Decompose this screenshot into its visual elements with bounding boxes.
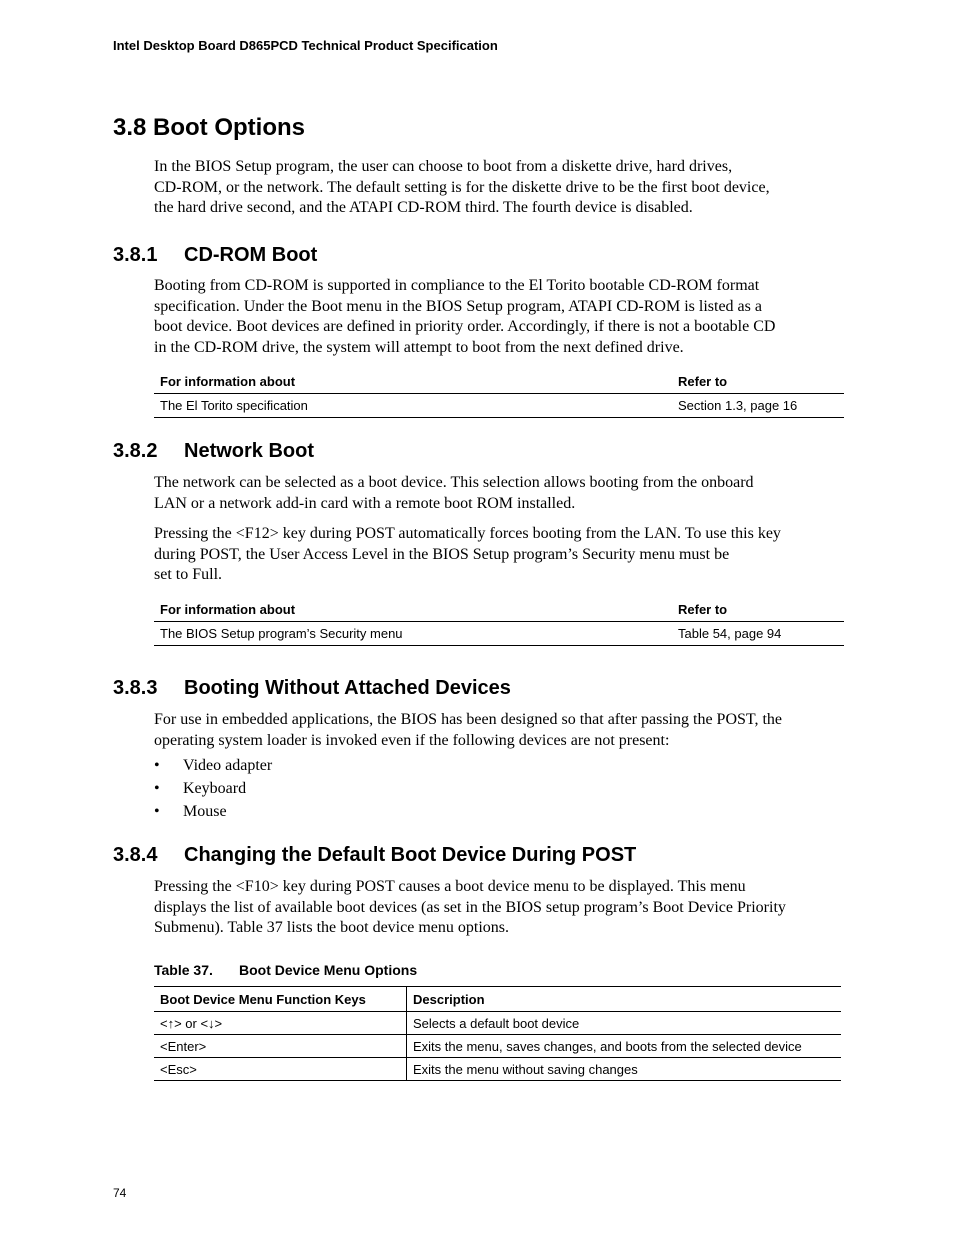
table-header-cell: Description [407, 987, 842, 1012]
network-boot-paragraph-2: Pressing the <F12> key during POST automatically forces booting from the LAN. To use this key during POST, the User Access Level in the BIOS Setup program’s Security menu must be set to Full. [154, 525, 781, 583]
network-boot-paragraph-1: The network can be selected as a boot device. This selection allows booting from the onboard LAN or a network add-in card with a remote boot ROM installed. [154, 474, 754, 512]
heading-title: Network Boot [184, 440, 314, 462]
bullet-glyph: • [154, 780, 160, 797]
running-header: Intel Desktop Board D865PCD Technical Product Specification [113, 38, 498, 53]
list-item: • Keyboard [154, 780, 247, 797]
cdrom-boot-paragraph: Booting from CD-ROM is supported in compliance to the El Torito bootable CD-ROM format specification. Under the Boot menu in the BIOS Setup program, ATAPI CD-ROM is listed as a boot device. Boot devices are defined in priority order. Accordingly, if there is not a bootable CD in the CD-ROM drive, the system will attempt to boot from the next defined drive. [154, 277, 776, 356]
heading-number: 3.8.1 [113, 244, 158, 266]
heading-number: 3.8.4 [113, 844, 158, 866]
table-row [154, 1012, 841, 1035]
table-cell: Exits the menu without saving changes [407, 1058, 842, 1081]
heading-title: CD-ROM Boot [184, 244, 318, 266]
table-cell: Section 1.3, page 16 [672, 394, 844, 418]
cdrom-reference-table [154, 370, 844, 418]
heading-number: 3.8.3 [113, 677, 158, 699]
table-cell: The BIOS Setup program’s Security menu [154, 622, 672, 646]
heading-3-8-1 [113, 244, 317, 267]
bullet-glyph: • [154, 803, 160, 820]
page-number: 74 [113, 1186, 127, 1200]
bullet-glyph: • [154, 757, 160, 774]
heading-3-8-3 [113, 677, 511, 700]
section-intro-paragraph: In the BIOS Setup program, the user can choose to boot from a diskette drive, hard drives, CD-ROM, or the network. The default setting is for the diskette drive to be the first boot device, the hard drive second, and the ATAPI CD-ROM third. The fourth device is disabled. [154, 158, 770, 216]
table-header-cell: Boot Device Menu Function Keys [154, 987, 407, 1012]
heading-title: Booting Without Attached Devices [184, 677, 511, 699]
table-cell: The El Torito specification [154, 394, 672, 418]
table-row [154, 394, 844, 418]
list-item: • Video adapter [154, 757, 273, 774]
table-header-cell: Refer to [672, 370, 844, 394]
table-header-cell: For information about [154, 598, 672, 622]
table-cell: <↑> or <↓> [154, 1012, 407, 1035]
table-header-row [154, 370, 844, 394]
table-cell: Exits the menu, saves changes, and boots from the selected device [407, 1035, 842, 1058]
table-cell: <Esc> [154, 1058, 407, 1081]
section-heading-3-8: 3.8 Boot Options [113, 114, 305, 141]
table-title: Boot Device Menu Options [239, 962, 418, 978]
table-header-cell: For information about [154, 370, 672, 394]
table-row [154, 1058, 841, 1081]
table-row [154, 1035, 841, 1058]
network-reference-table [154, 598, 844, 646]
table-caption [154, 962, 417, 978]
table-cell: Selects a default boot device [407, 1012, 842, 1035]
heading-3-8-2 [113, 440, 314, 463]
boot-device-menu-table [154, 986, 841, 1081]
list-item: • Mouse [154, 803, 227, 820]
table-row [154, 622, 844, 646]
heading-title: Changing the Default Boot Device During POST [184, 844, 637, 866]
table-number: Table 37. [154, 962, 213, 978]
heading-number: 3.8.2 [113, 440, 158, 462]
table-cell: Table 54, page 94 [672, 622, 844, 646]
table-header-row [154, 987, 841, 1012]
table-header-cell: Refer to [672, 598, 844, 622]
default-boot-paragraph: Pressing the <F10> key during POST causes a boot device menu to be displayed. This menu displays the list of available boot devices (as set in the BIOS setup program’s Boot Device Priority Submenu). Table 37 lists the boot device menu options. [154, 878, 786, 936]
heading-3-8-4 [113, 844, 636, 867]
table-header-row [154, 598, 844, 622]
device-list [154, 756, 272, 825]
table-cell: <Enter> [154, 1035, 407, 1058]
no-devices-paragraph: For use in embedded applications, the BIOS has been designed so that after passing the POST, the operating system loader is invoked even if the following devices are not present: [154, 711, 783, 749]
